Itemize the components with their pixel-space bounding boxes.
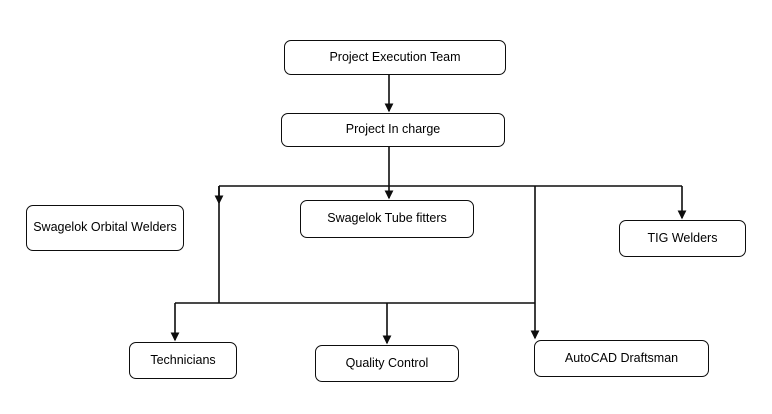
node-tig-welders[interactable] <box>619 220 746 257</box>
node-label: Project In charge <box>345 122 441 137</box>
node-label: Project Execution Team <box>329 49 461 64</box>
node-project-execution-team[interactable] <box>284 40 506 75</box>
node-swagelok-orbital-welders[interactable] <box>26 205 184 251</box>
node-label: Swagelok Tube fitters <box>327 211 447 226</box>
node-autocad-draftsman[interactable] <box>534 340 709 377</box>
node-label: AutoCAD Draftsman <box>564 350 679 365</box>
node-technicians[interactable] <box>129 342 237 379</box>
node-label: Swagelok Orbital Welders <box>33 220 177 235</box>
node-project-in-charge[interactable] <box>281 113 505 147</box>
node-label: Quality Control <box>345 355 429 370</box>
node-label: TIG Welders <box>647 230 718 245</box>
node-label: Technicians <box>150 352 216 367</box>
node-quality-control[interactable] <box>315 345 459 382</box>
node-swagelok-tube-fitters[interactable] <box>300 200 474 238</box>
